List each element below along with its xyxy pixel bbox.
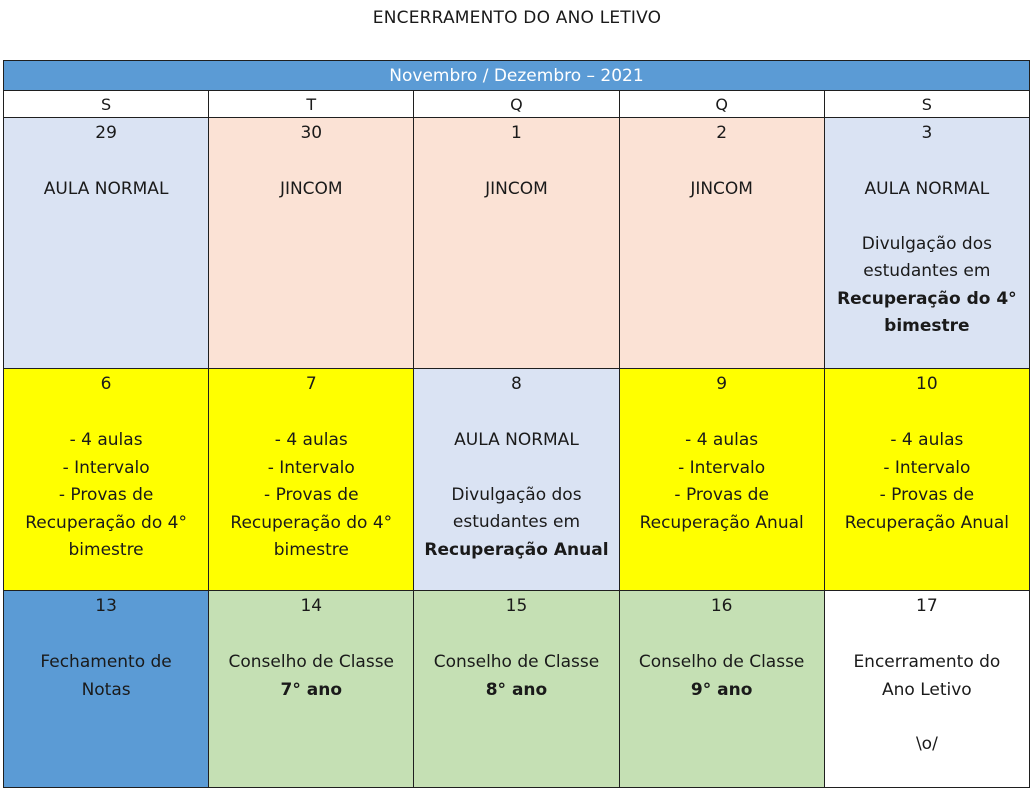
day-note: Divulgação dos: [861, 233, 992, 254]
day-note-bold: Recuperação Anual: [424, 539, 609, 560]
day-line: Conselho de Classe: [433, 652, 600, 672]
day-cell-3: [824, 118, 1029, 369]
weekday-thu: Q: [619, 91, 824, 118]
day-line: - Intervalo: [62, 457, 150, 478]
day-line: Conselho de Classe: [228, 652, 395, 672]
day-line: bimestre: [68, 540, 144, 560]
week-row-2: [4, 369, 1030, 591]
day-cell-29: [4, 118, 209, 369]
calendar-table: [3, 60, 1030, 788]
day-number: 17: [916, 596, 938, 616]
day-line: - Provas de: [58, 485, 154, 505]
day-line: - Provas de: [879, 485, 975, 505]
day-event: AULA NORMAL: [43, 179, 169, 199]
day-note: estudantes em: [863, 261, 991, 281]
day-event: AULA NORMAL: [864, 179, 990, 199]
day-cell-9: [619, 369, 824, 591]
day-number: 29: [95, 123, 117, 143]
weekday-mon: S: [4, 91, 209, 118]
day-number: 15: [505, 596, 528, 616]
day-line: Recuperação Anual: [639, 512, 804, 533]
day-line: \o/: [915, 734, 938, 754]
day-line: - Provas de: [674, 485, 769, 505]
day-number: 9: [716, 374, 728, 394]
day-event: JINCOM: [279, 179, 343, 199]
day-note: estudantes em: [452, 512, 581, 532]
day-cell-14: [209, 591, 414, 788]
day-number: 8: [511, 374, 522, 394]
day-event: AULA NORMAL: [454, 430, 579, 450]
month-header: Novembro / Dezembro – 2021: [4, 61, 1030, 91]
day-line: - 4 aulas: [685, 430, 759, 450]
day-line: - Intervalo: [267, 457, 355, 478]
day-cell-13: [4, 591, 209, 788]
day-line: - Provas de: [264, 485, 359, 505]
day-cell-30: [209, 118, 414, 369]
day-note: Divulgação dos: [451, 484, 582, 505]
day-number: 7: [305, 374, 317, 394]
weekday-fri: S: [824, 91, 1029, 118]
weekday-wed: Q: [414, 91, 619, 118]
day-number: 3: [921, 123, 933, 143]
day-note-bold: Recuperação do 4°: [837, 288, 1017, 309]
day-line: - Intervalo: [883, 457, 971, 478]
day-cell-17: [824, 591, 1029, 788]
day-cell-15: [414, 591, 619, 788]
day-number: 16: [710, 596, 733, 616]
day-number: 30: [300, 123, 323, 143]
day-event: JINCOM: [485, 179, 548, 199]
weekday-row: [4, 91, 1030, 118]
day-cell-10: [824, 369, 1029, 591]
day-cell-16: [619, 591, 824, 788]
day-cell-8: [414, 369, 619, 591]
day-number: 1: [511, 123, 522, 143]
day-number: 14: [300, 596, 323, 616]
day-number: 13: [95, 596, 117, 616]
day-line: Recuperação do 4°: [230, 512, 393, 533]
day-line: Recuperação do 4°: [25, 512, 187, 533]
day-line: Notas: [81, 679, 131, 700]
day-line: - 4 aulas: [274, 430, 348, 450]
day-line: - 4 aulas: [890, 430, 964, 450]
day-line: - Intervalo: [678, 457, 766, 478]
day-note-bold: bimestre: [884, 316, 970, 336]
document-title: ENCERRAMENTO DO ANO LETIVO: [372, 8, 662, 28]
day-cell-2: [619, 118, 824, 369]
day-line: Ano Letivo: [882, 679, 972, 700]
day-line: Recuperação Anual: [844, 512, 1009, 533]
day-number: 2: [716, 123, 728, 143]
day-line-bold: 7° ano: [280, 679, 343, 700]
day-line: - 4 aulas: [69, 430, 143, 450]
day-line: Encerramento do: [853, 652, 1001, 672]
day-cell-7: [209, 369, 414, 591]
weekday-tue: T: [209, 91, 414, 118]
day-number: 6: [100, 374, 112, 394]
day-cell-1: [414, 118, 619, 369]
day-line-bold: 9° ano: [690, 679, 753, 700]
day-line: Conselho de Classe: [638, 652, 805, 672]
day-event: JINCOM: [690, 179, 753, 199]
day-cell-6: [4, 369, 209, 591]
calendar-header-row: [4, 61, 1030, 91]
day-number: 10: [916, 374, 938, 394]
week-row-3: [4, 591, 1030, 788]
week-row-1: [4, 118, 1030, 369]
day-line: bimestre: [273, 540, 349, 560]
day-line: Fechamento de: [40, 652, 172, 672]
day-line-bold: 8° ano: [485, 679, 548, 700]
